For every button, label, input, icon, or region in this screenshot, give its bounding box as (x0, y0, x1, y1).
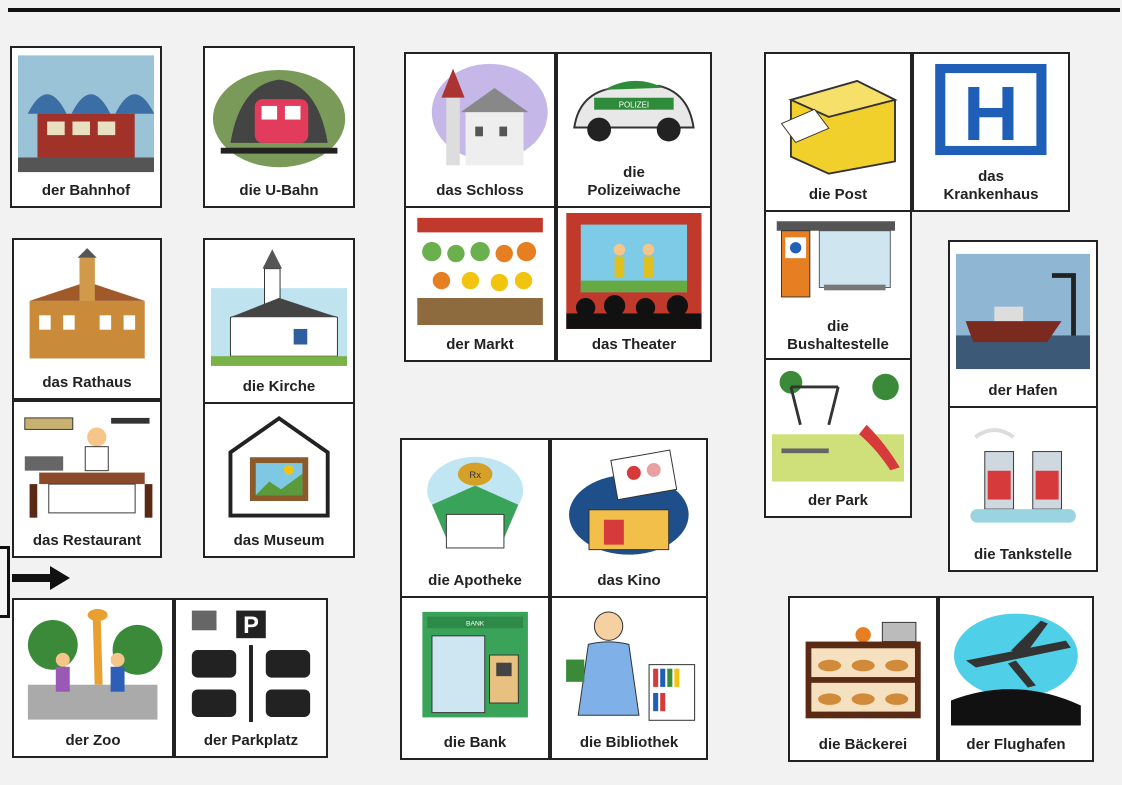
hospital-sign-icon (914, 54, 1068, 166)
card-schloss (404, 52, 556, 208)
card-post (764, 52, 912, 212)
card-museum (203, 402, 355, 558)
card-label: das Restaurant (32, 532, 142, 549)
card-label: die Apotheke (428, 572, 522, 589)
bakery-icon (790, 598, 936, 734)
card-label: die Polizeiwache (587, 164, 681, 199)
arrow-right-icon (12, 566, 70, 590)
card-label: die Bushaltestelle (787, 318, 889, 353)
train-station-icon (12, 48, 160, 180)
market-stall-icon (406, 208, 554, 334)
bus-stop-icon (766, 212, 910, 316)
card-theater (556, 206, 712, 362)
gas-pump-icon (950, 408, 1096, 544)
svg-text:Rx: Rx (469, 470, 481, 482)
svg-text:POLIZEI: POLIZEI (618, 100, 650, 110)
mailbox-icon (766, 54, 910, 184)
card-apotheke (400, 438, 550, 598)
playground-icon (766, 360, 910, 490)
theater-stage-icon (558, 208, 710, 334)
card-label: der Bahnhof (41, 182, 131, 199)
zoo-giraffe-icon (14, 600, 172, 730)
card-flughafen (938, 596, 1094, 762)
card-rathaus (12, 238, 162, 400)
card-label: der Flughafen (966, 736, 1066, 753)
police-car-icon (558, 54, 710, 162)
card-label: das Schloss (436, 182, 524, 199)
card-label: der Hafen (988, 382, 1058, 399)
card-restaurant (12, 400, 162, 558)
card-label: die Bank (443, 734, 507, 751)
card-markt (404, 206, 556, 362)
card-label: die Bäckerei (818, 736, 908, 753)
card-bahnhof (10, 46, 162, 208)
svg-text:H: H (963, 71, 1019, 158)
card-label: die Bibliothek (579, 734, 679, 751)
card-krankenhaus (912, 52, 1070, 212)
card-tankstelle (948, 406, 1098, 572)
card-park (764, 358, 912, 518)
card-bibliothek (550, 596, 708, 760)
card-label: der Parkplatz (203, 732, 299, 749)
restaurant-icon (14, 402, 160, 530)
card-label: das Rathaus (42, 374, 132, 391)
card-ubahn (203, 46, 355, 208)
library-icon (552, 598, 706, 732)
svg-text:P: P (243, 613, 259, 640)
castle-icon (406, 54, 554, 180)
card-parkplatz (174, 598, 328, 758)
card-label: das Museum (233, 532, 325, 549)
card-label: die Tankstelle (973, 546, 1073, 563)
card-bushalte (764, 210, 912, 362)
card-kirche (203, 238, 355, 404)
top-rule (8, 8, 1120, 12)
card-baeckerei (788, 596, 938, 762)
card-label: die Kirche (242, 378, 316, 395)
card-bank (400, 596, 550, 760)
cinema-icon (552, 440, 706, 570)
card-hafen (948, 240, 1098, 408)
church-icon (205, 240, 353, 376)
card-polizei (556, 52, 712, 208)
subway-train-icon (205, 48, 353, 180)
parking-lot-icon (176, 600, 326, 730)
pharmacy-icon (402, 440, 548, 570)
card-kino (550, 438, 708, 598)
card-label: das Theater (591, 336, 677, 353)
svg-text:BANK: BANK (465, 620, 485, 628)
museum-icon (205, 404, 353, 530)
card-label: der Markt (446, 336, 514, 353)
bank-building-icon (402, 598, 548, 732)
left-bracket (0, 546, 10, 618)
card-label: der Zoo (65, 732, 121, 749)
card-label: die U-Bahn (239, 182, 319, 199)
harbor-ship-icon (950, 242, 1096, 380)
card-label: die Post (808, 186, 868, 203)
town-hall-icon (14, 240, 160, 372)
airplane-icon (940, 598, 1092, 734)
card-zoo (12, 598, 174, 758)
card-label: das Kino (597, 572, 661, 589)
card-label: das Krankenhaus (943, 168, 1039, 203)
card-label: der Park (807, 492, 869, 509)
